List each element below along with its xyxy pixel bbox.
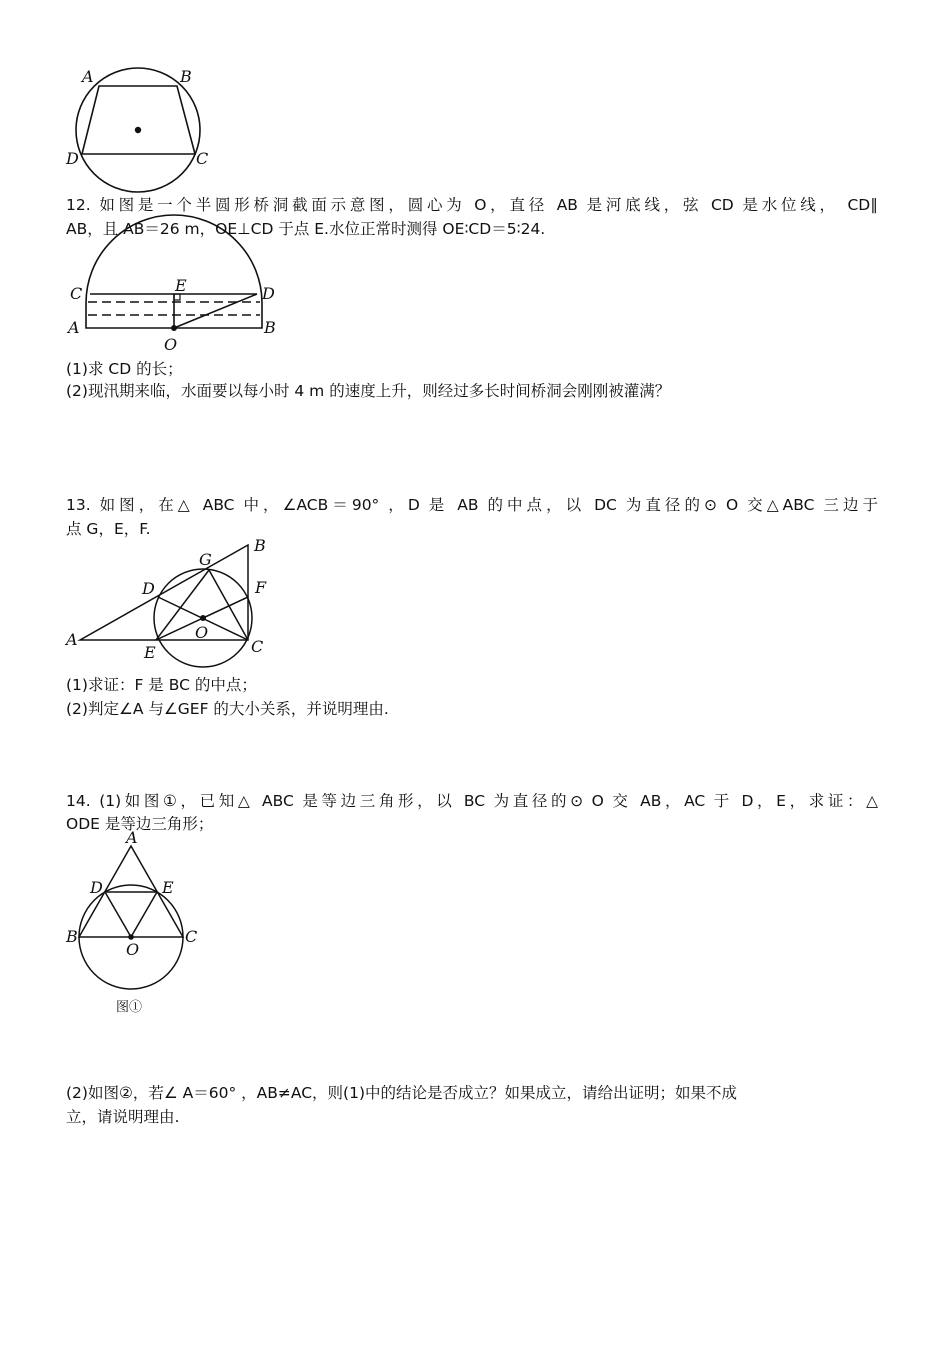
fig13-label-c: C (251, 637, 264, 656)
q14-text-line2: ODE 是等边三角形； (66, 815, 214, 833)
q14-part2-line2: 立，请说明理由. (66, 1108, 180, 1126)
fig12-label-d: D (262, 284, 275, 303)
fig12-label-e: E (175, 276, 187, 295)
fig13-label-o: O (195, 623, 209, 642)
fig11-label-a: A (82, 67, 94, 86)
q14-part2-line1: (2)如图②，若∠ A＝60° ，AB≠AC，则(1)中的结论是否成立？如果成立，请给出证明；如果不成 (66, 1084, 738, 1102)
fig12-label-o: O (164, 335, 178, 354)
fig14-label-c: C (185, 927, 198, 946)
fig14-label-d: D (90, 878, 103, 897)
fig13-label-e: E (144, 643, 156, 662)
fig12-label-b: B (264, 318, 276, 337)
fig11-label-c: C (196, 149, 209, 168)
q12-text-line2: AB，且 AB＝26 m，OE⊥CD 于点 E.水位正常时测得 OE∶CD＝5∶24. (66, 220, 546, 238)
fig14-label-o: O (126, 940, 140, 959)
fig14-label-b: B (66, 927, 78, 946)
q12-part1: (1)求 CD 的长； (66, 360, 183, 378)
q12-part2: (2)现汛期来临，水面要以每小时 4 m 的速度上升，则经过多长时间桥洞会刚刚被灌满？ (66, 382, 671, 400)
fig13-label-f: F (255, 578, 267, 597)
fig13-label-d: D (142, 579, 155, 598)
q13-text-line1: 13. 如图，在△ ABC 中，∠ACB＝90° ，D 是 AB 的中点，以 DC 为直径的⊙ O 交△ABC 三边于 (66, 496, 878, 514)
fig14-caption: 图① (116, 1000, 143, 1015)
fig13-label-b: B (254, 536, 266, 555)
q12-text-line1: 12. 如图是一个半圆形桥洞截面示意图，圆心为 O，直径 AB 是河底线，弦 CD 是水位线， CD∥ (66, 196, 878, 214)
fig14-center-dot (128, 934, 134, 940)
fig14-label-a: A (126, 828, 138, 847)
fig12-label-a: A (68, 318, 80, 337)
fig13-label-g: G (199, 550, 212, 569)
q13-text-line2: 点 G，E，F. (66, 520, 151, 538)
q13-part2: (2)判定∠A 与∠GEF 的大小关系，并说明理由. (66, 700, 389, 718)
fig14-label-e: E (162, 878, 174, 897)
fig11-label-d: D (66, 149, 79, 168)
fig13-label-a: A (66, 630, 78, 649)
fig14-oe (131, 892, 157, 937)
q13-part1: (1)求证：F 是 BC 的中点； (66, 676, 257, 694)
fig14-od (105, 892, 131, 937)
q14-text-line1: 14. (1)如图①，已知△ ABC 是等边三角形，以 BC 为直径的⊙ O 交 AB，AC 于 D，E，求证：△ (66, 792, 878, 810)
fig11-label-b: B (180, 67, 192, 86)
fig12-label-c: C (70, 284, 83, 303)
